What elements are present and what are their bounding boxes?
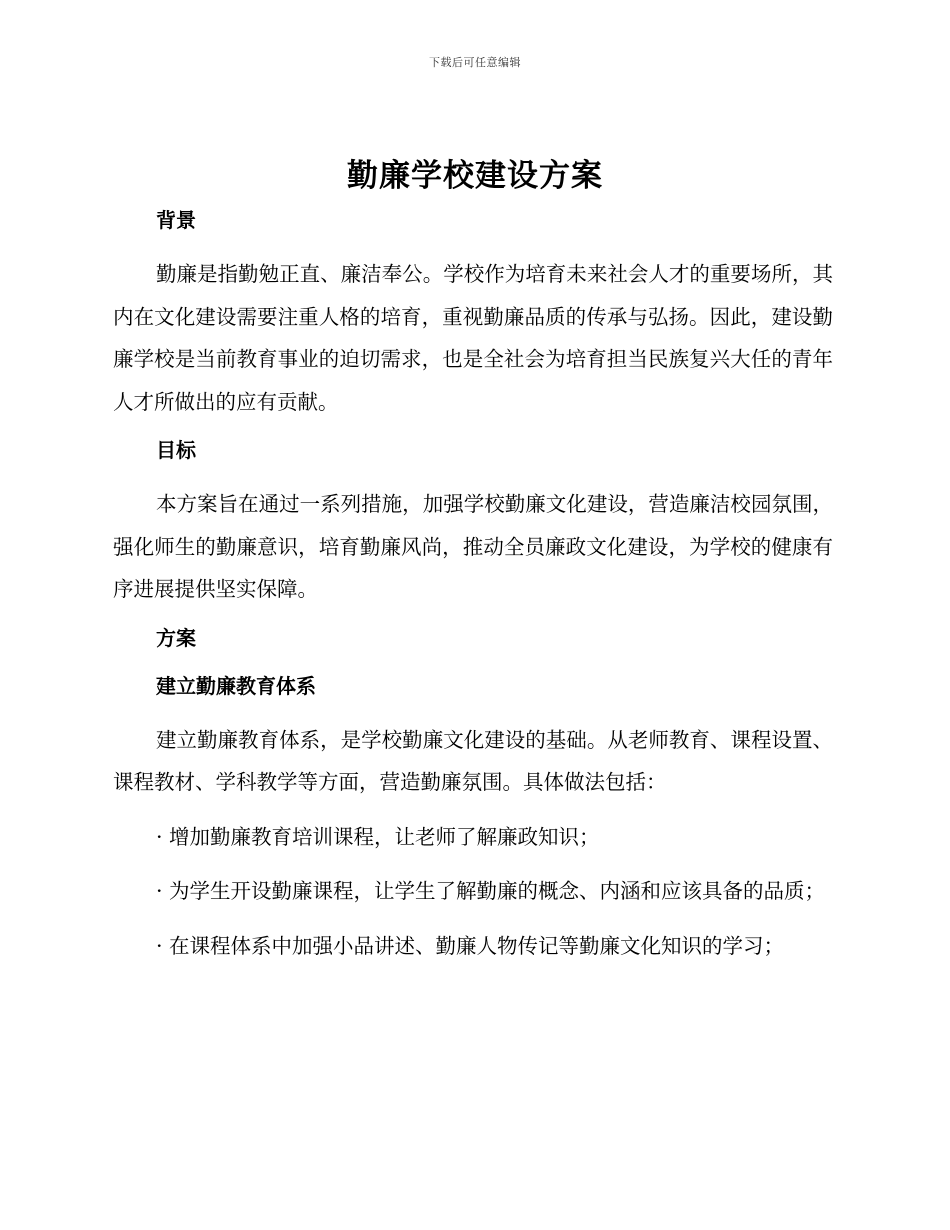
document-body xyxy=(113,205,833,979)
header-note: 下载后可任意编辑 xyxy=(429,56,521,69)
list-item: · 增加勤廉教育培训课程，让老师了解廉政知识； xyxy=(156,824,600,849)
section-heading-background: 背景 xyxy=(156,208,196,232)
paragraph-goal: 本方案旨在通过一系列措施，加强学校勤廉文化建设，营造廉洁校园氛围，强化师生的勤廉意识，培育勤廉风尚，推动全员廉政文化建设，为学校的健康有序进展提供坚实保障。 xyxy=(113,492,833,601)
section-heading-goal: 目标 xyxy=(156,438,196,462)
section-heading-plan: 方案 xyxy=(156,625,196,650)
subsection-heading-system: 建立勤廉教育体系 xyxy=(156,673,316,698)
list-item: · 为学生开设勤廉课程，让学生了解勤廉的概念、内涵和应该具备的品质； xyxy=(156,879,826,903)
list-item: · 在课程体系中加强小品讲述、勤廉人物传记等勤廉文化知识的学习； xyxy=(156,933,785,958)
paragraph-background: 勤廉是指勤勉正直、廉洁奉公。学校作为培育未来社会人才的重要场所，其内在文化建设需要注重人格的培育，重视勤廉品质的传承与弘扬。因此，建设勤廉学校是当前教育事业的迫切需求，也是全社会为培育担当民族复兴大任的青年人才所做出的应有贡献。 xyxy=(113,262,833,414)
document-title: 勤廉学校建设方案 xyxy=(347,158,603,194)
paragraph-system: 建立勤廉教育体系，是学校勤廉文化建设的基础。从老师教育、课程设置、课程教材、学科教学等方面，营造勤廉氛围。具体做法包括： xyxy=(113,727,833,794)
